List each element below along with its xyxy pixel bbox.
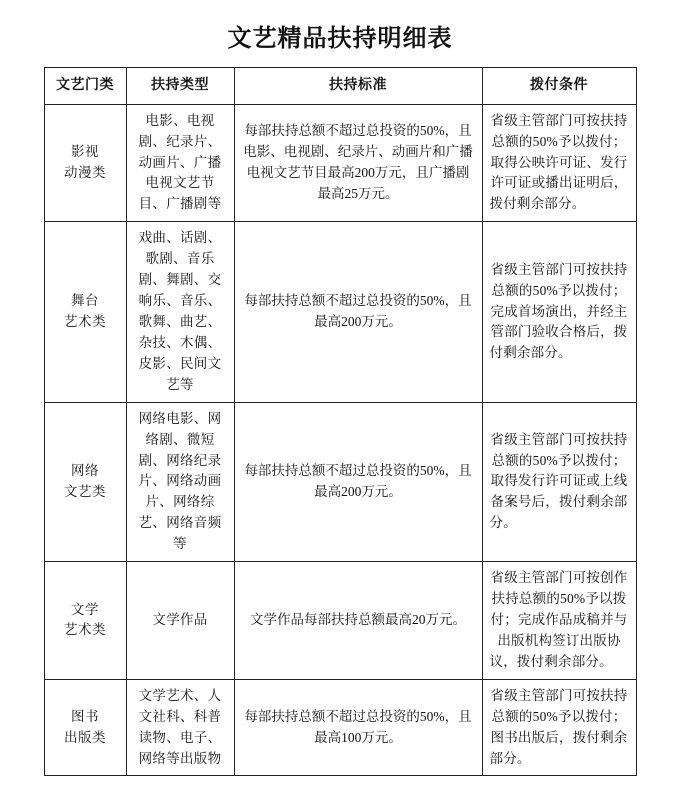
cell-standard: 每部扶持总额不超过总投资的50%，且最高100万元。 <box>234 679 482 776</box>
table-row <box>44 679 636 776</box>
table-header-row <box>44 68 636 105</box>
cell-type: 电影、电视剧、纪录片、动画片、广播电视文艺节目、广播剧等 <box>126 104 234 222</box>
table-row <box>44 104 636 222</box>
cell-condition: 省级主管部门可按扶持总额的50%予以拨付；取得公映许可证、发行许可证或播出证明后，拨付剩余部分。 <box>482 104 636 222</box>
support-detail-table <box>44 67 637 776</box>
cell-type: 文学作品 <box>126 562 234 680</box>
cell-condition: 省级主管部门可按扶持总额的50%予以拨付；图书出版后，拨付剩余部分。 <box>482 679 636 776</box>
table-row <box>44 562 636 680</box>
column-header-type: 扶持类型 <box>126 68 234 105</box>
cell-category: 网络 文艺类 <box>44 402 126 561</box>
cell-type: 网络电影、网络剧、微短剧、网络纪录片、网络动画片、网络综艺、网络音频等 <box>126 402 234 561</box>
cell-category: 图书 出版类 <box>44 679 126 776</box>
cell-type: 戏曲、话剧、歌剧、音乐剧、舞剧、交响乐、音乐、歌舞、曲艺、杂技、木偶、皮影、民间文艺等 <box>126 222 234 402</box>
column-header-standard: 扶持标准 <box>234 68 482 105</box>
column-header-condition: 拨付条件 <box>482 68 636 105</box>
cell-category: 舞台 艺术类 <box>44 222 126 402</box>
table-body <box>44 104 636 776</box>
cell-standard: 每部扶持总额不超过总投资的50%，且最高200万元。 <box>234 222 482 402</box>
cell-condition: 省级主管部门可按创作扶持总额的50%予以拨付；完成作品成稿并与出版机构签订出版协议，拨付剩余部分。 <box>482 562 636 680</box>
page-title: 文艺精品扶持明细表 <box>227 26 453 52</box>
cell-standard: 每部扶持总额不超过总投资的50%，且电影、电视剧、纪录片、动画片和广播电视文艺节目最高200万元，且广播剧最高25万元。 <box>234 104 482 222</box>
column-header-category: 文艺门类 <box>44 68 126 105</box>
cell-type: 文学艺术、人文社科、科普读物、电子、网络等出版物 <box>126 679 234 776</box>
table-header <box>44 68 636 105</box>
cell-standard: 每部扶持总额不超过总投资的50%，且最高200万元。 <box>234 402 482 561</box>
cell-standard: 文学作品每部扶持总额最高20万元。 <box>234 562 482 680</box>
cell-condition: 省级主管部门可按扶持总额的50%予以拨付；完成首场演出，并经主管部门验收合格后，拨付剩余部分。 <box>482 222 636 402</box>
cell-category: 影视 动漫类 <box>44 104 126 222</box>
cell-category: 文学 艺术类 <box>44 562 126 680</box>
table-row <box>44 402 636 561</box>
cell-condition: 省级主管部门可按扶持总额的50%予以拨付；取得发行许可证或上线备案号后，拨付剩余部分。 <box>482 402 636 561</box>
table-row <box>44 222 636 402</box>
